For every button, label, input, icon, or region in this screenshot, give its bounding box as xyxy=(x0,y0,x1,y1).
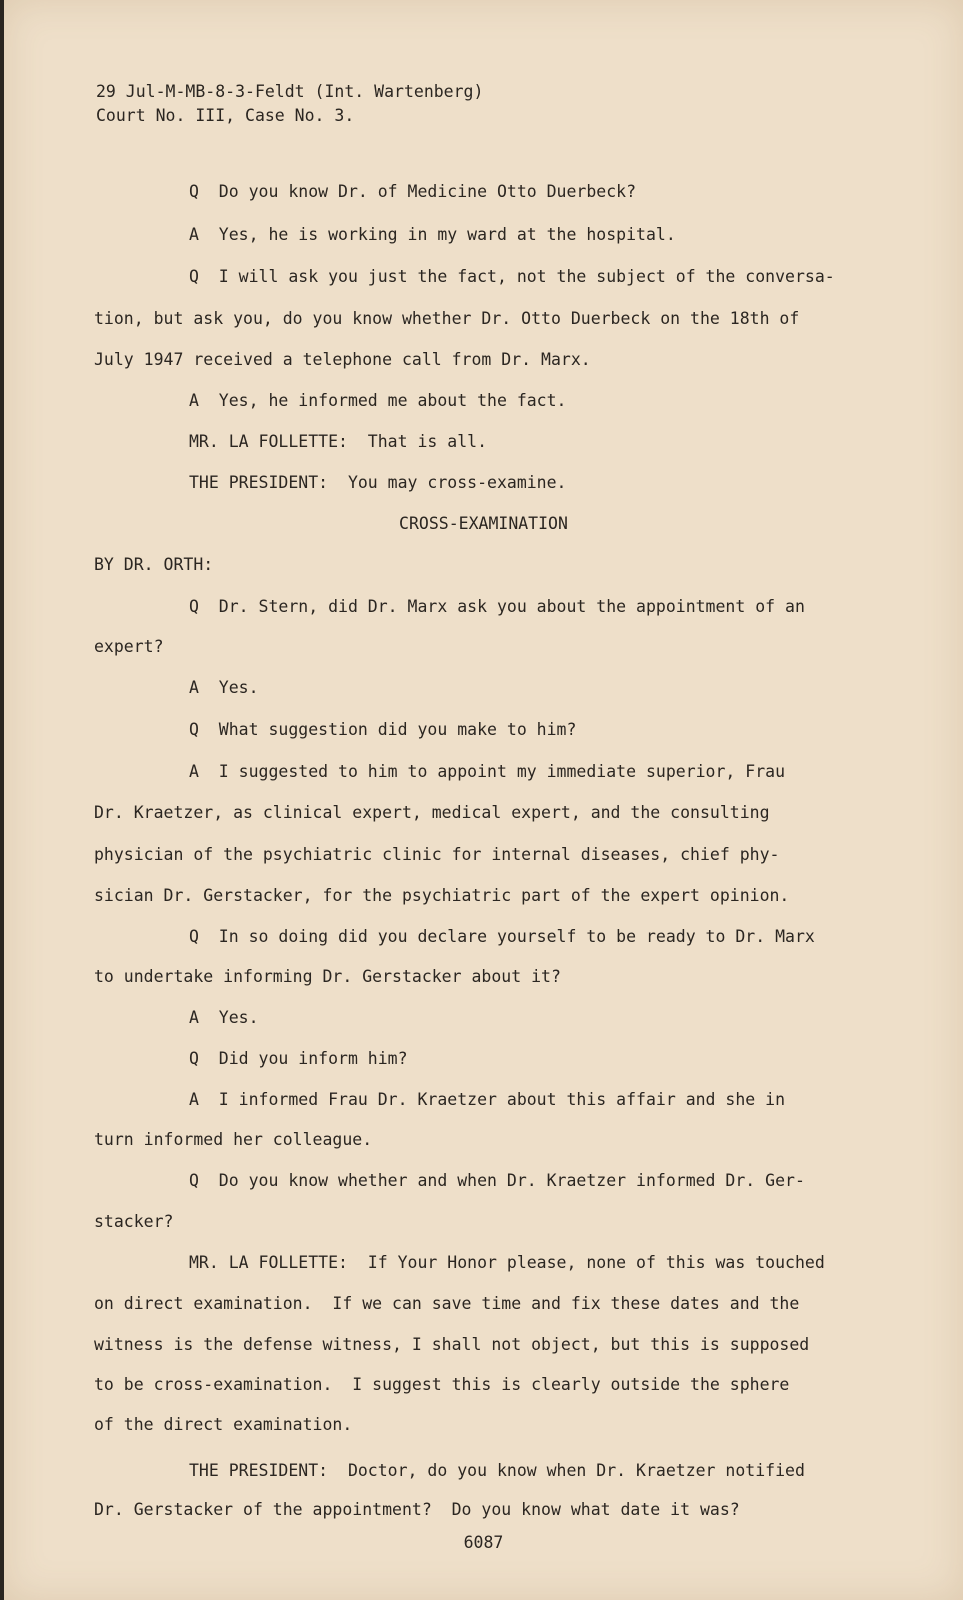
transcript-line: Dr. Gerstacker of the appointment? Do you know what date it was? xyxy=(94,1500,740,1519)
transcript-line: turn informed her colleague. xyxy=(94,1130,373,1149)
transcript-line: to undertake informing Dr. Gerstacker about it? xyxy=(94,967,561,986)
section-heading: CROSS-EXAMINATION xyxy=(399,514,568,533)
transcript-line: THE PRESIDENT: Doctor, do you know when Dr. Kraetzer notified xyxy=(189,1461,805,1480)
page-number: 6087 xyxy=(463,1533,504,1552)
transcript-line: A Yes, he informed me about the fact. xyxy=(189,391,567,410)
transcript-line: A Yes. xyxy=(189,678,259,697)
transcript-line: Q Do you know Dr. of Medicine Otto Duerbeck? xyxy=(189,182,637,201)
header-line-1: 29 Jul-M-MB-8-3-Feldt (Int. Wartenberg) xyxy=(96,82,484,101)
document-page xyxy=(4,0,963,1600)
transcript-line: A I informed Frau Dr. Kraetzer about this affair and she in xyxy=(189,1090,786,1109)
transcript-line: physician of the psychiatric clinic for internal diseases, chief phy- xyxy=(94,845,780,864)
transcript-line: witness is the defense witness, I shall not object, but this is supposed xyxy=(94,1335,810,1354)
transcript-line: Q Do you know whether and when Dr. Kraetzer informed Dr. Ger- xyxy=(189,1171,805,1190)
transcript-line: on direct examination. If we can save time and fix these dates and the xyxy=(94,1294,800,1313)
transcript-line: tion, but ask you, do you know whether Dr. Otto Duerbeck on the 18th of xyxy=(94,309,800,328)
transcript-line: THE PRESIDENT: You may cross-examine. xyxy=(189,473,567,492)
transcript-line: to be cross-examination. I suggest this is clearly outside the sphere xyxy=(94,1375,790,1394)
transcript-line: Q In so doing did you declare yourself to be ready to Dr. Marx xyxy=(189,927,815,946)
transcript-line: Q I will ask you just the fact, not the subject of the conversa- xyxy=(189,267,835,286)
transcript-line: stacker? xyxy=(94,1212,174,1231)
transcript-line: MR. LA FOLLETTE: That is all. xyxy=(189,432,488,451)
transcript-line: expert? xyxy=(94,637,164,656)
transcript-line: MR. LA FOLLETTE: If Your Honor please, none of this was touched xyxy=(189,1253,825,1272)
transcript-line: July 1947 received a telephone call from Dr. Marx. xyxy=(94,350,591,369)
transcript-line: Dr. Kraetzer, as clinical expert, medical expert, and the consulting xyxy=(94,803,770,822)
transcript-line: of the direct examination. xyxy=(94,1415,353,1434)
transcript-line: A Yes, he is working in my ward at the hospital. xyxy=(189,225,676,244)
transcript-line: Q Dr. Stern, did Dr. Marx ask you about the appointment of an xyxy=(189,597,805,616)
transcript-line: Q Did you inform him? xyxy=(189,1049,408,1068)
transcript-line: sician Dr. Gerstacker, for the psychiatric part of the expert opinion. xyxy=(94,886,790,905)
header-line-2: Court No. III, Case No. 3. xyxy=(96,106,355,125)
transcript-line: Q What suggestion did you make to him? xyxy=(189,720,577,739)
transcript-line: A Yes. xyxy=(189,1008,259,1027)
transcript-line: BY DR. ORTH: xyxy=(94,555,214,574)
transcript-line: A I suggested to him to appoint my immediate superior, Frau xyxy=(189,762,786,781)
